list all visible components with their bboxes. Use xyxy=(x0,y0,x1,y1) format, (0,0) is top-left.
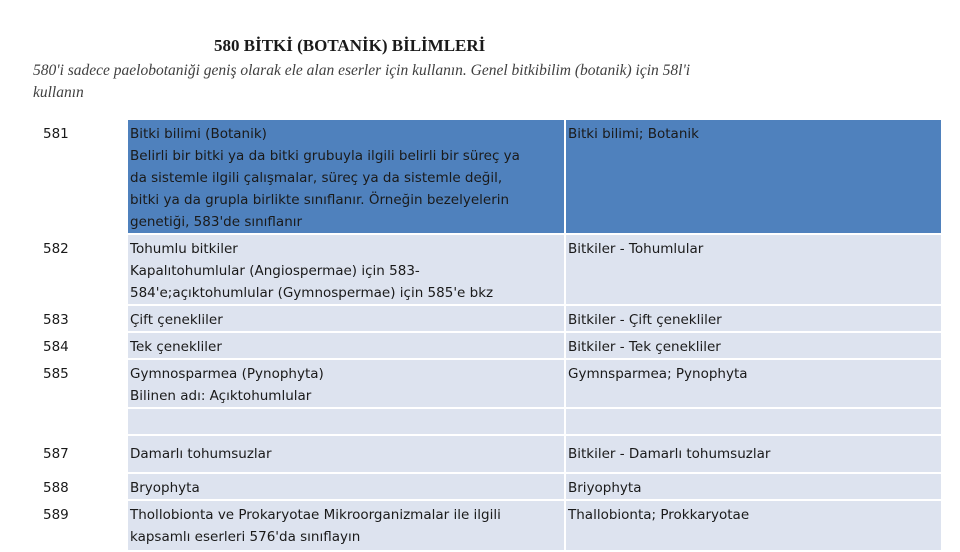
table-row xyxy=(41,234,941,305)
description-line: Damarlı tohumsuzlar xyxy=(130,446,272,462)
subject-heading-cell xyxy=(565,359,941,408)
subject-heading-cell xyxy=(565,305,941,332)
table-row xyxy=(41,473,941,500)
description-line: Tek çenekliler xyxy=(130,339,222,355)
subject-heading: Gymnsparmea; Pynophyta xyxy=(568,366,748,382)
description-line: Bilinen adı: Açıktohumlular xyxy=(130,388,312,404)
page-title: 580 BİTKİ (BOTANİK) BİLİMLERİ xyxy=(214,36,486,55)
class-code: 582 xyxy=(43,241,69,257)
class-description-cell xyxy=(127,234,565,305)
subject-heading: Bitki bilimi; Botanik xyxy=(568,126,699,142)
description-line: Thollobionta ve Prokaryotae Mikroorganizmalar ile ilgili xyxy=(130,507,501,523)
subject-heading-cell xyxy=(565,332,941,359)
class-description-cell xyxy=(127,332,565,359)
subject-heading-cell xyxy=(565,435,941,473)
class-code: 581 xyxy=(43,126,69,142)
classification-table xyxy=(41,120,941,552)
class-code: 588 xyxy=(43,480,69,496)
subject-heading: Bitkiler - Damarlı tohumsuzlar xyxy=(568,446,771,462)
description-line: Bryophyta xyxy=(130,480,200,496)
class-description-cell xyxy=(127,305,565,332)
subject-heading-cell xyxy=(565,473,941,500)
class-description-cell xyxy=(127,120,565,234)
class-code: 583 xyxy=(43,312,69,328)
class-description-cell xyxy=(127,435,565,473)
description-line: da sistemle ilgili çalışmalar, süreç ya da sistemle değil, xyxy=(130,170,503,186)
description-line: Kapalıtohumlular (Angiospermae) için 583- xyxy=(130,263,420,279)
class-code-cell xyxy=(41,408,127,435)
table-row xyxy=(41,359,941,408)
description-line: genetiği, 583'de sınıflanır xyxy=(130,214,303,230)
class-description-cell xyxy=(127,408,565,435)
class-description-cell xyxy=(127,359,565,408)
class-code-cell xyxy=(41,473,127,500)
classification-table-body xyxy=(41,120,941,551)
description-line: kapsamlı eserleri 576'da sınıflayın xyxy=(130,529,361,545)
table-row xyxy=(41,305,941,332)
class-code-cell xyxy=(41,332,127,359)
class-code: 589 xyxy=(43,507,69,523)
description-line: bitki ya da grupla birlikte sınıflanır. Örneğin bezelyelerin xyxy=(130,192,510,208)
subject-heading-cell xyxy=(565,500,941,551)
description-line: Çift çenekliler xyxy=(130,312,223,328)
class-code: 587 xyxy=(43,446,69,462)
class-code-cell xyxy=(41,500,127,551)
page-subtitle: 580'i sadece paelobotaniği geniş olarak ele alan eserler için kullanın. Genel bitkibilim (botanik) için 58l'i kullanın xyxy=(33,62,691,101)
class-code-cell xyxy=(41,435,127,473)
description-line: Bitki bilimi (Botanik) xyxy=(130,126,267,142)
subject-heading xyxy=(568,412,939,434)
class-code: 585 xyxy=(43,366,69,382)
subject-heading: Bitkiler - Tohumlular xyxy=(568,241,704,257)
table-row xyxy=(41,332,941,359)
description-line: Belirli bir bitki ya da bitki grubuyla ilgili belirli bir süreç ya xyxy=(130,148,520,164)
subject-heading: Briyophyta xyxy=(568,480,642,496)
table-row xyxy=(41,435,941,473)
description-line: Tohumlu bitkiler xyxy=(130,241,238,257)
subject-heading: Bitkiler - Tek çenekliler xyxy=(568,339,721,355)
class-code: 584 xyxy=(43,339,69,355)
class-code-cell xyxy=(41,305,127,332)
table-row xyxy=(41,500,941,551)
class-code-cell xyxy=(41,120,127,234)
table-row xyxy=(41,120,941,234)
class-code-cell xyxy=(41,359,127,408)
subject-heading-cell xyxy=(565,120,941,234)
description-line: Gymnosparmea (Pynophyta) xyxy=(130,366,324,382)
subject-heading: Bitkiler - Çift çenekliler xyxy=(568,312,722,328)
subject-heading-cell xyxy=(565,234,941,305)
class-description-cell xyxy=(127,500,565,551)
description-line xyxy=(130,412,562,434)
class-code xyxy=(43,412,124,434)
description-line: 584'e;açıktohumlular (Gymnospermae) için 585'e bkz xyxy=(130,285,494,301)
subject-heading: Thallobionta; Prokkaryotae xyxy=(568,507,750,523)
class-description-cell xyxy=(127,473,565,500)
class-code-cell xyxy=(41,234,127,305)
subject-heading-cell xyxy=(565,408,941,435)
table-row xyxy=(41,408,941,435)
